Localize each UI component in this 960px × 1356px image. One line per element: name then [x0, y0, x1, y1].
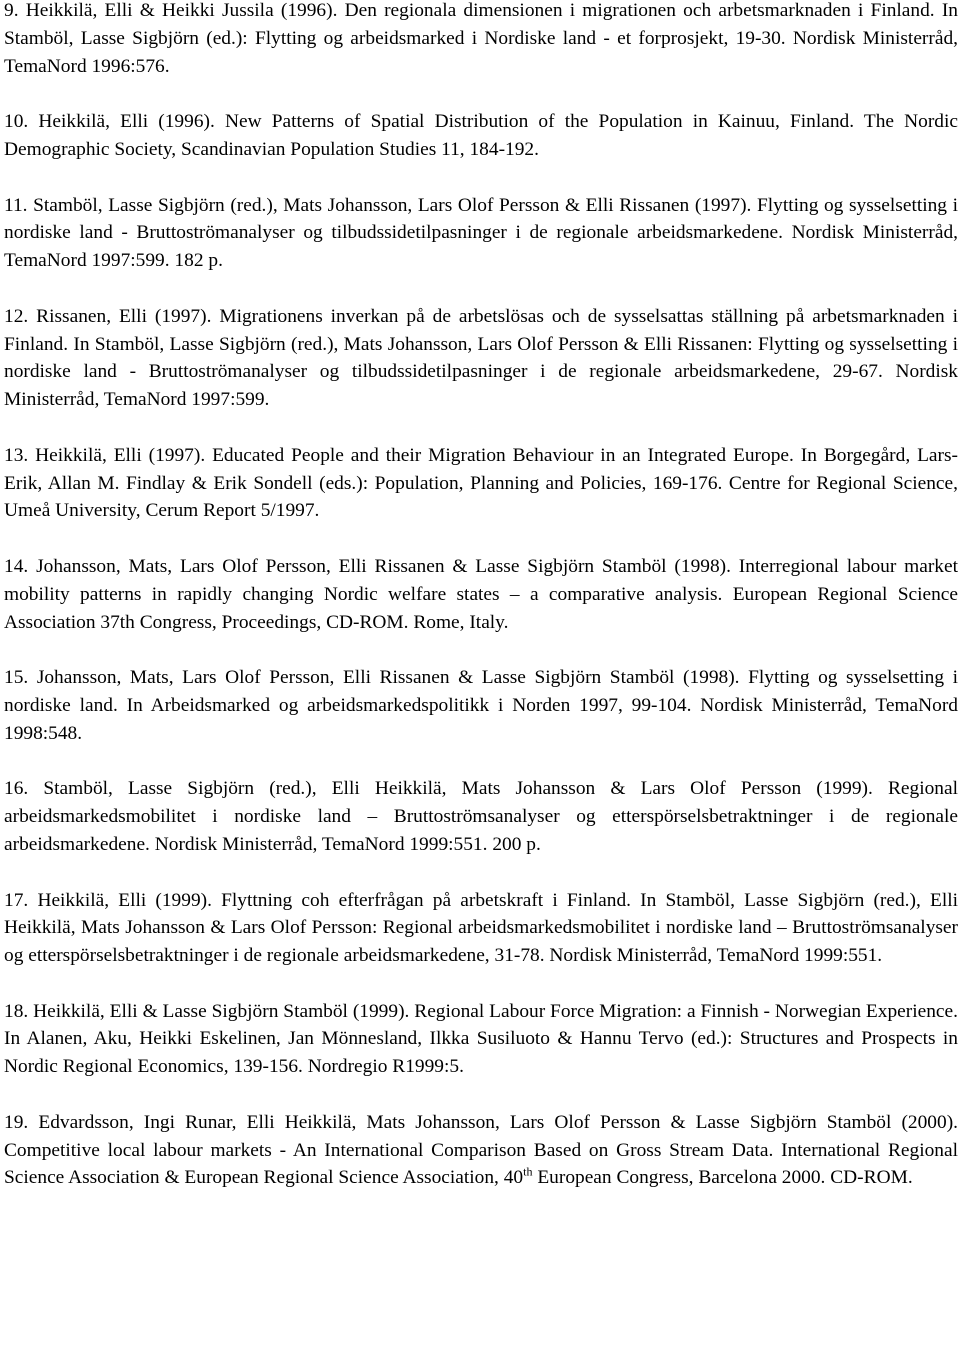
reference-number: 12.	[4, 305, 29, 327]
reference-number: 17.	[4, 889, 29, 911]
reference-entry	[4, 887, 958, 970]
reference-entry	[4, 108, 958, 164]
reference-entry	[4, 664, 958, 747]
reference-text: Rissanen, Elli (1997). Migrationens inverkan på de arbetslösas och de sysselsattas ställning på arbetsmarknaden i Finland. In Stamböl, Lasse Sigbjörn (red.), Mats Johansson, Lars Olof Persson & Elli Rissanen: Flytting og sysselsetting i nordiske land - Bruttoströmanalyser og tilbudssidetilpasninger i de regionale arbeidsmarkedene, 29-67. Nordisk Ministerråd, TemaNord 1997:599.	[4, 305, 958, 411]
reference-text: Stamböl, Lasse Sigbjörn (red.), Mats Johansson, Lars Olof Persson & Elli Rissanen (1997). Flytting og sysselsetting i nordiske land - Bruttoströmanalyser og tilbudssidetilpasninger i de regionale arbeidsmarkedene. Nordisk Ministerråd, TemaNord 1997:599. 182 p.	[4, 194, 958, 272]
reference-number: 14.	[4, 555, 29, 577]
reference-text: Heikkilä, Elli (1996). New Patterns of Spatial Distribution of the Population in Kainuu, Finland. The Nordic Demographic Society, Scandinavian Population Studies 11, 184-192.	[4, 111, 958, 160]
reference-entry	[4, 553, 958, 636]
reference-number: 11.	[4, 194, 28, 216]
reference-text: Johansson, Mats, Lars Olof Persson, Elli Rissanen & Lasse Sigbjörn Stamböl (1998). Flytting og sysselsetting i nordiske land. In Arbeidsmarked og arbeidsmarkedspolitikk i Norden 1997, 99-104. Nordisk Ministerråd, TemaNord 1998:548.	[4, 667, 958, 744]
reference-entry	[4, 303, 958, 414]
ordinal-superscript: th	[523, 1165, 533, 1179]
reference-number: 10.	[4, 111, 29, 133]
reference-entry	[4, 442, 958, 525]
reference-number: 16.	[4, 778, 29, 800]
reference-list	[4, 0, 958, 1220]
reference-text-end: European Congress, Barcelona 2000. CD-ROM.	[532, 1167, 913, 1189]
reference-entry	[4, 192, 958, 275]
reference-number: 19.	[4, 1111, 29, 1133]
reference-text: Heikkilä, Elli & Lasse Sigbjörn Stamböl (1999). Regional Labour Force Migration: a Finnish - Norwegian Experience. In Alanen, Aku, Heikki Eskelinen, Jan Mönnesland, Ilkka Susiluoto & Hannu Tervo (ed.): Structures and Prospects in Nordic Regional Economics, 139-156. Nordregio R1999:5.	[4, 1000, 958, 1078]
reference-text: Stamböl, Lasse Sigbjörn (red.), Elli Heikkilä, Mats Johansson & Lars Olof Persson (1999). Regional arbeidsmarkedsmobilitet i nordiske land – Bruttoströmsanalyser og etterspörselsbetraktninger i de regionale arbeidsmarkedene. Nordisk Ministerråd, TemaNord 1999:551. 200 p.	[4, 778, 958, 855]
reference-entry	[4, 1109, 958, 1192]
reference-number: 18.	[4, 1000, 29, 1022]
reference-text: Edvardsson, Ingi Runar, Elli Heikkilä, Mats Johansson, Lars Olof Persson & Lasse Sigbjörn Stamböl (2000). Competitive local labour markets - An International Comparison Based on Gross Stream Data. International Regional Science Association & European Regional Science Association, 40	[4, 1111, 958, 1189]
reference-text: Heikkilä, Elli (1999). Flyttning coh efterfrågan på arbetskraft i Finland. In Stamböl, Lasse Sigbjörn (red.), Elli Heikkilä, Mats Johansson & Lars Olof Persson: Regional arbeidsmarkedsmobilitet i nordiske land – Bruttoströmsanalyser og etterspörselsbetraktninger i de regionale arbeidsmarkedene, 31-78. Nordisk Ministerråd, TemaNord 1999:551.	[4, 889, 958, 967]
reference-text: Heikkilä, Elli & Heikki Jussila (1996). Den regionala dimensionen i migrationen och arbetsmarknaden i Finland. In Stamböl, Lasse Sigbjörn (ed.): Flytting og arbeidsmarked i Nordiske land - et forprosjekt, 19-30. Nordisk Ministerråd, TemaNord 1996:576.	[4, 0, 958, 77]
reference-number: 13.	[4, 444, 29, 466]
reference-text: Johansson, Mats, Lars Olof Persson, Elli Rissanen & Lasse Sigbjörn Stamböl (1998). Interregional labour market mobility patterns in rapidly changing Nordic welfare states – a comparative analysis. European Regional Science Association 37th Congress, Proceedings, CD-ROM. Rome, Italy.	[4, 555, 958, 633]
reference-number: 15.	[4, 667, 29, 689]
reference-entry	[4, 998, 958, 1081]
reference-entry	[4, 775, 958, 858]
reference-entry	[4, 0, 958, 80]
reference-number: 9.	[4, 0, 19, 21]
reference-text: Heikkilä, Elli (1997). Educated People and their Migration Behaviour in an Integrated Europe. In Borgegård, Lars-Erik, Allan M. Findlay & Erik Sondell (eds.): Population, Planning and Policies, 169-176. Centre for Regional Science, Umeå University, Cerum Report 5/1997.	[4, 444, 958, 522]
